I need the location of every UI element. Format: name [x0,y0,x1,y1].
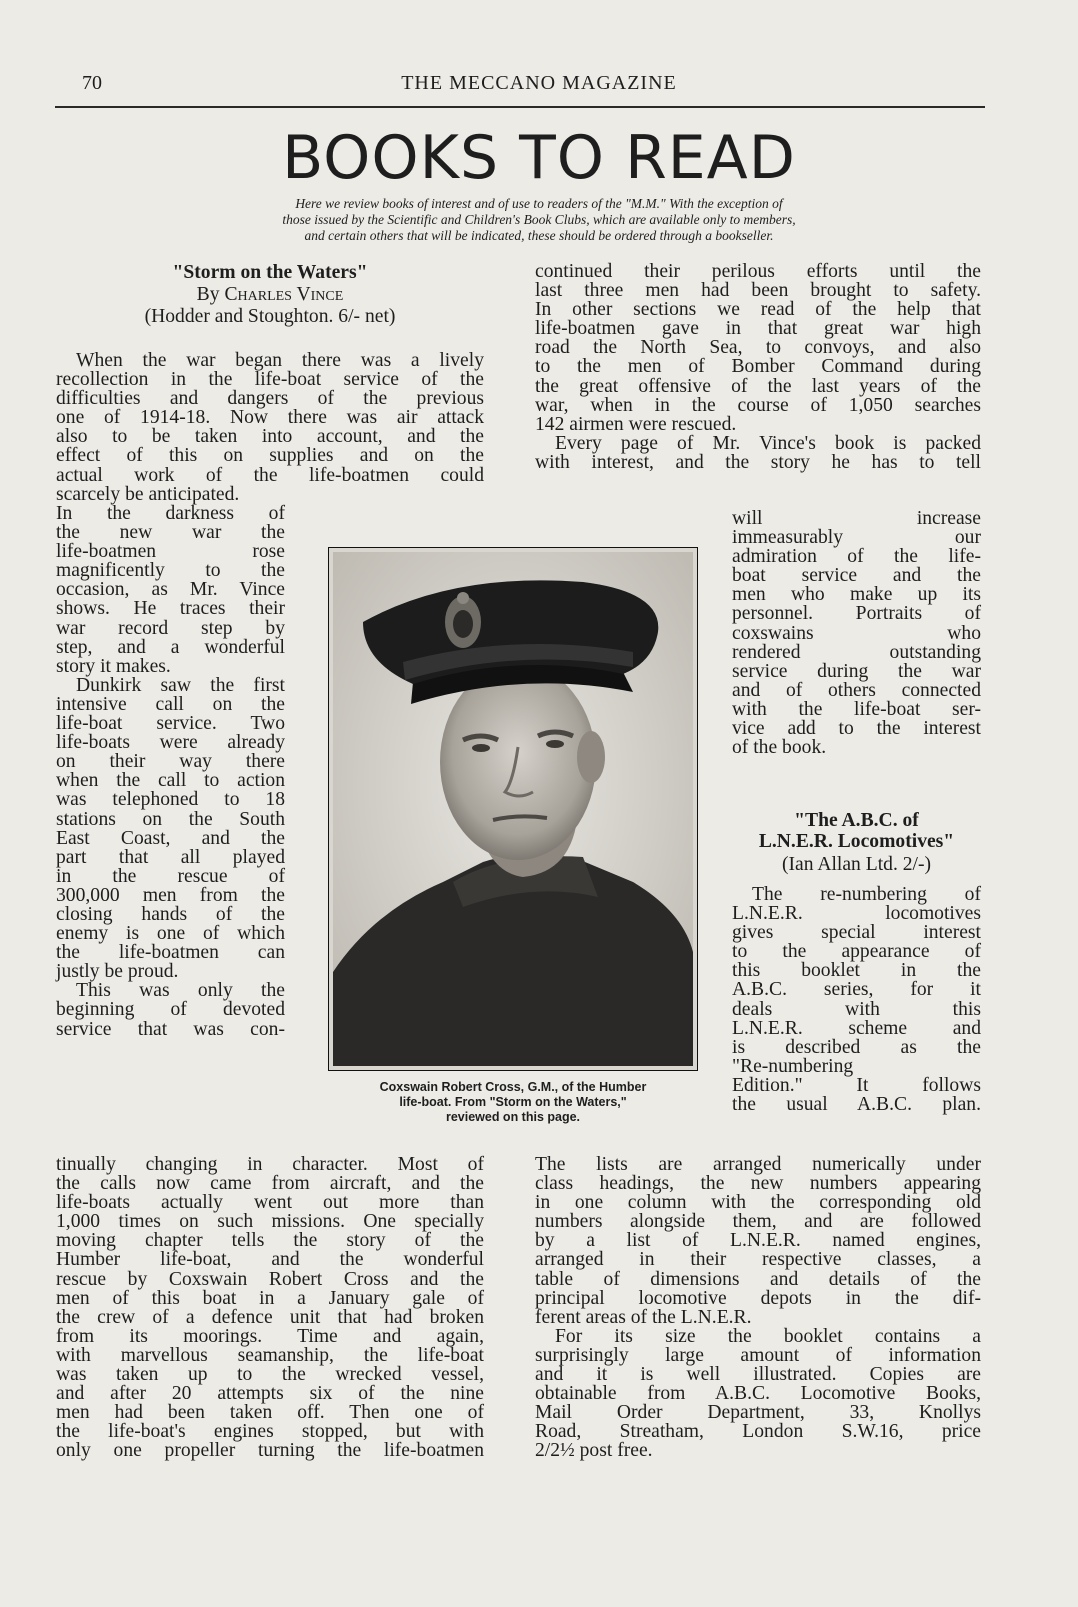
text-line: life-boats actually went out more than [56,1192,484,1214]
text-line: the life-boat's engines stopped, but with [56,1421,484,1443]
text-line: scarcely be anticipated. [56,483,240,505]
right-top-paragraph [535,262,981,472]
text-line: intensive call on the [56,693,285,715]
intro-line: those issued by the Scientific and Children's Book Clubs, which are available only to members, [282,212,796,227]
text-line: coxswains who [732,622,981,644]
text-line: stations on the South [56,808,285,830]
text-line: continued their perilous efforts until the [535,261,981,282]
text-line: when the call to action [56,770,285,792]
text-line: of the book. [732,737,827,759]
text-line: 2/2½ post free. [535,1440,653,1462]
text-line: Humber life-boat, and the wonderful [56,1249,484,1271]
intro-paragraph [100,196,978,244]
text-line: the calls now came from aircraft, and the [56,1173,484,1195]
text-line: Every page of Mr. Vince's book is packed [555,432,981,454]
text-line: from its moorings. Time and again, [56,1325,484,1347]
review1-author-line [56,284,484,306]
text-line: 1,000 times on such missions. One specially [56,1211,484,1233]
text-line: immeasurably our [732,527,981,549]
text-line: actual work of the life-boatmen could [56,464,484,486]
review2-title-line2: L.N.E.R. Locomotives" [758,831,955,852]
text-line: deals with this [732,998,981,1020]
text-line: enemy is one of which [56,923,285,945]
text-line: with the life-boat ser- [732,698,981,720]
text-line: and of others connected [732,679,981,701]
text-line: war record step by [56,617,285,639]
text-line: beginning of devoted [56,999,285,1021]
text-line: service that was con- [56,1018,285,1040]
text-line: by a list of L.N.E.R. named engines, [535,1230,981,1252]
text-line: A.B.C. series, for it [732,979,981,1001]
intro-line: and certain others that will be indicated, these should be ordered through a bookseller. [304,228,774,243]
text-line: gives special interest [732,922,981,944]
text-line: in the rescue of [56,865,285,887]
right-bottom-paragraph [535,1155,981,1461]
text-line: justly be proud. [56,961,179,983]
text-line: service during the war [732,660,981,682]
review1-publisher: (Hodder and Stoughton. 6/- net) [144,306,396,327]
text-line: East Coast, and the [56,827,285,849]
right-narrow-column-1 [732,509,981,757]
text-line: rendered outstanding [732,641,981,663]
text-line: one of 1914-18. Now there was air attack [56,407,484,429]
text-line: part that all played [56,846,285,868]
text-line: men had been taken off. Then one of [56,1402,484,1424]
section-title: BOOKS TO READ [282,123,796,193]
text-line: Dunkirk saw the first [76,674,285,696]
text-line: with marvellous seamanship, the life-boat [56,1344,484,1366]
text-line: the crew of a defence unit that had broken [56,1306,484,1328]
text-line: shows. He traces their [56,598,285,620]
text-line: table of dimensions and details of the [535,1268,981,1290]
review1-title: "Storm on the Waters" [172,262,368,283]
text-line: occasion, as Mr. Vince [56,579,285,601]
text-line: is described as the [732,1036,981,1058]
text-line: admiration of the life- [732,546,981,568]
text-line: life-boat service. Two [56,713,285,735]
text-line: Mail Order Department, 33, Knollys [535,1402,981,1424]
text-line: was telephoned to 18 [56,789,285,811]
text-line: closing hands of the [56,903,285,925]
page-number: 70 [82,72,102,94]
caption-line: life-boat. From "Storm on the Waters," [399,1095,627,1109]
review2-heading [732,810,981,877]
text-line: last three men had been brought to safety. [535,280,981,302]
text-line: "Re-numbering [732,1055,854,1077]
text-line: In other sections we read of the help that [535,299,981,321]
left-bottom-paragraph [56,1155,484,1461]
text-line: surprisingly large amount of information [535,1344,981,1366]
text-line: boat service and the [732,565,981,587]
text-line: The re-numbering of [752,884,981,905]
text-line: with interest, and the story he has to tell [535,451,981,473]
text-line: tinually changing in character. Most of [56,1154,484,1175]
text-line: on their way there [56,751,285,773]
text-line: the great offensive of the last years of the [535,375,981,397]
text-line: The lists are arranged numerically under [535,1154,981,1175]
text-line: men of this boat in a January gale of [56,1287,484,1309]
header-rule [55,106,985,108]
text-line: only one propeller turning the life-boatmen [56,1440,484,1462]
text-line: rescue by Coxswain Robert Cross and the [56,1268,484,1290]
text-line: L.N.E.R. locomotives [732,903,981,925]
text-line: life-boats were already [56,732,285,754]
caption-line: Coxswain Robert Cross, G.M., of the Humber [379,1080,647,1094]
text-line: men who make up its [732,584,981,606]
text-line: this booklet in the [732,960,981,982]
text-line: to the men of Bomber Command during [535,356,981,378]
review2-publisher: (Ian Allan Ltd. 2/-) [781,854,932,875]
portrait-photo [328,547,698,1071]
text-line: life-boatmen rose [56,541,285,563]
text-line: the new war the [56,522,285,544]
text-line: the usual A.B.C. plan. [732,1094,981,1116]
text-line: Edition." It follows [732,1074,981,1096]
text-line: road the North Sea, to convoys, and also [535,337,981,359]
text-line: Road, Streatham, London S.W.16, price [535,1421,981,1443]
photo-caption [318,1080,708,1125]
text-line: and after 20 attempts six of the nine [56,1383,484,1405]
text-line: personnel. Portraits of [732,603,981,625]
right-narrow-column-2 [732,885,981,1114]
text-line: step, and a wonderful [56,636,285,658]
review1-heading [56,262,484,328]
text-line: was taken up to the wrecked vessel, [56,1364,484,1386]
text-line: For its size the booklet contains a [555,1325,981,1347]
text-line: When the war began there was a lively [76,350,484,371]
text-line: story it makes. [56,655,171,677]
intro-line: Here we review books of interest and of use to readers of the "M.M." With the exception of [295,196,783,211]
text-line: and it is well illustrated. Copies are [535,1364,981,1386]
text-line: also to be taken into account, and the [56,426,484,448]
text-line: recollection in the life-boat service of the [56,369,484,391]
left-top-paragraph [56,351,484,504]
review2-title-line1: "The A.B.C. of [794,810,919,831]
text-line: ferent areas of the L.N.E.R. [535,1306,752,1328]
text-line: principal locomotive depots in the dif- [535,1287,981,1309]
text-line: moving chapter tells the story of the [56,1230,484,1252]
review1-author: Charles Vince [224,284,344,305]
text-line: arranged in their respective classes, a [535,1249,981,1271]
text-line: difficulties and dangers of the previous [56,388,484,410]
text-line: 142 airmen were rescued. [535,413,737,435]
text-line: numbers alongside them, and are followed [535,1211,981,1233]
review1-author-prefix: By [196,284,225,305]
caption-line: reviewed on this page. [445,1110,581,1124]
text-line: 300,000 men from the [56,884,285,906]
text-line: will increase [732,508,981,529]
portrait-illustration [333,552,693,1066]
magazine-title: THE MECCANO MAGAZINE [401,72,677,94]
text-line: L.N.E.R. scheme and [732,1017,981,1039]
text-line: This was only the [76,980,285,1002]
text-line: to the appearance of [732,941,981,963]
text-line: war, when in the course of 1,050 searches [535,394,981,416]
text-line: in one column with the corresponding old [535,1192,981,1214]
text-line: magnificently to the [56,560,285,582]
text-line: class headings, the new numbers appearing [535,1173,981,1195]
text-line: life-boatmen gave in that great war high [535,318,981,340]
text-line: vice add to the interest [732,718,981,740]
text-line: the life-boatmen can [56,942,285,964]
text-line: effect of this on supplies and on the [56,445,484,467]
text-line: In the darkness of [56,503,285,524]
text-line: obtainable from A.B.C. Locomotive Books, [535,1383,981,1405]
left-narrow-column [56,504,285,1039]
